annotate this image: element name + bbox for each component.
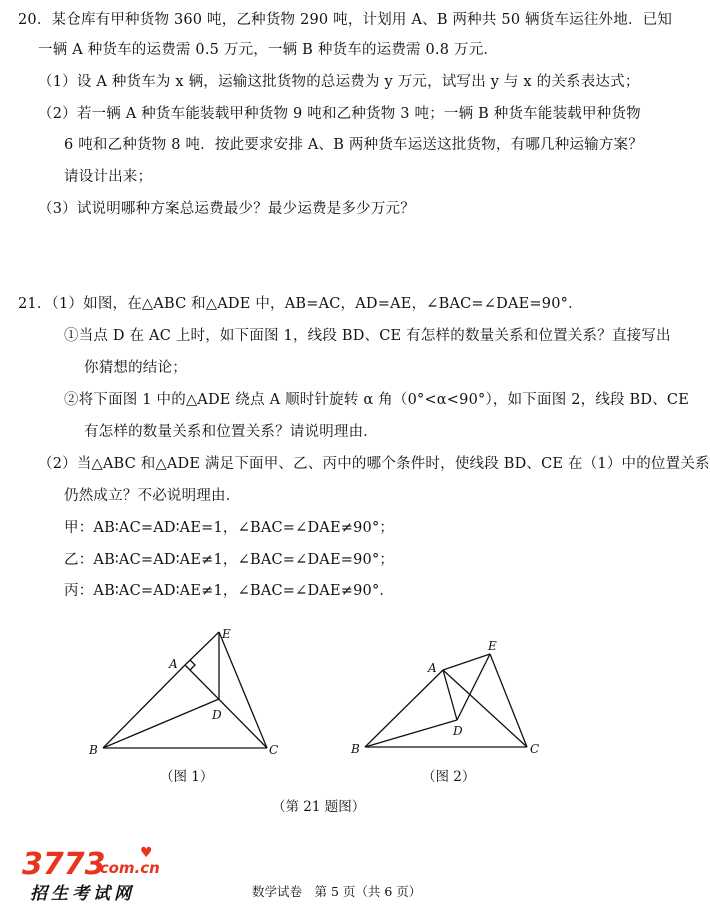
- q21-case1-line1: ①当点 D 在 AC 上时，如下面图 1，线段 BD、CE 有怎样的数量关系和位置关系？直接写出: [64, 328, 671, 344]
- fig2-segment-ad: [443, 670, 457, 720]
- q21-option-jia: 甲：AB∶AC=AD∶AE=1，∠BAC=∠DAE≠90°；: [64, 520, 395, 536]
- figure-1-caption: （图 1）: [160, 769, 214, 785]
- fig2-label-d: D: [453, 724, 463, 738]
- watermark-number: 3773: [22, 847, 106, 882]
- q20-part2-line1: （2）若一辆 A 种货车能装载甲种货物 9 吨和乙种货物 3 吨；一辆 B 种货车能装载甲种货物: [38, 106, 641, 122]
- q20-part2-line3: 请设计出来；: [64, 169, 153, 185]
- q21-case2-line1: ②将下面图 1 中的△ADE 绕点 A 顺时针旋转 α 角（0°<α<90°），如下面图 2，线段 BD、CE: [64, 392, 690, 408]
- figure-2: [345, 632, 555, 762]
- q21-part2-line1: （2）当△ABC 和△ADE 满足下面甲、乙、丙中的哪个条件时，使线段 BD、CE 在（1）中的位置关系: [38, 456, 710, 472]
- fig2-label-c: C: [530, 742, 540, 756]
- heart-icon: ♥: [140, 845, 153, 861]
- fig1-segment-bd: [103, 699, 219, 748]
- q20-stem-line1: 20．某仓库有甲种货物 360 吨，乙种货物 290 吨，计划用 A、B 两种共 50 辆货车运往外地．已知: [18, 12, 673, 28]
- q20-part2-line2: 6 吨和乙种货物 8 吨．按此要求安排 A、B 两种货车运送这批货物，有哪几种运输方案？: [64, 137, 643, 153]
- fig1-label-a: A: [169, 657, 178, 671]
- q21-case1-line2: 你猜想的结论；: [84, 360, 187, 376]
- watermark-domain: .com.cn: [94, 859, 160, 877]
- figure-1: [85, 620, 285, 765]
- fig1-label-d: D: [212, 708, 222, 722]
- figure-group-caption: （第 21 题图）: [272, 799, 366, 815]
- fig1-label-c: C: [269, 743, 279, 757]
- watermark-subtitle: 招生考试网: [30, 884, 135, 904]
- q21-option-yi: 乙：AB∶AC=AD∶AE≠1，∠BAC=∠DAE=90°；: [64, 552, 395, 568]
- page-footer: 数学试卷 第 5 页（共 6 页）: [252, 884, 422, 899]
- q21-part2-line2: 仍然成立？不必说明理由．: [64, 488, 241, 504]
- q20-part3: （3）试说明哪种方案总运费最少？最少运费是多少万元？: [38, 201, 415, 217]
- q21-case2-line2: 有怎样的数量关系和位置关系？请说明理由．: [84, 424, 378, 440]
- fig1-label-e: E: [222, 627, 231, 641]
- figure-2-caption: （图 2）: [422, 769, 476, 785]
- q20-part1: （1）设 A 种货车为 x 辆，运输这批货物的总运费为 y 万元，试写出 y 与 x 的关系表达式；: [38, 74, 640, 90]
- fig1-right-angle-mark: [190, 660, 195, 670]
- fig2-label-a: A: [428, 661, 437, 675]
- fig1-segment-ce: [219, 632, 267, 748]
- fig2-label-e: E: [488, 639, 497, 653]
- q20-stem-line2: 一辆 A 种货车的运费需 0.5 万元，一辆 B 种货车的运费需 0.8 万元．: [38, 42, 499, 58]
- fig1-segment-ba: [103, 665, 185, 748]
- q21-option-bing: 丙：AB∶AC=AD∶AE≠1，∠BAC=∠DAE≠90°．: [64, 583, 395, 599]
- fig1-label-b: B: [89, 743, 98, 757]
- fig2-label-b: B: [351, 742, 360, 756]
- site-watermark-logo: [22, 845, 182, 905]
- q21-stem: 21．（1）如图，在△ABC 和△ADE 中，AB=AC，AD=AE，∠BAC=∠DAE=90°．: [18, 296, 583, 312]
- fig2-segment-ce: [490, 654, 527, 747]
- fig1-segment-ac: [185, 665, 267, 748]
